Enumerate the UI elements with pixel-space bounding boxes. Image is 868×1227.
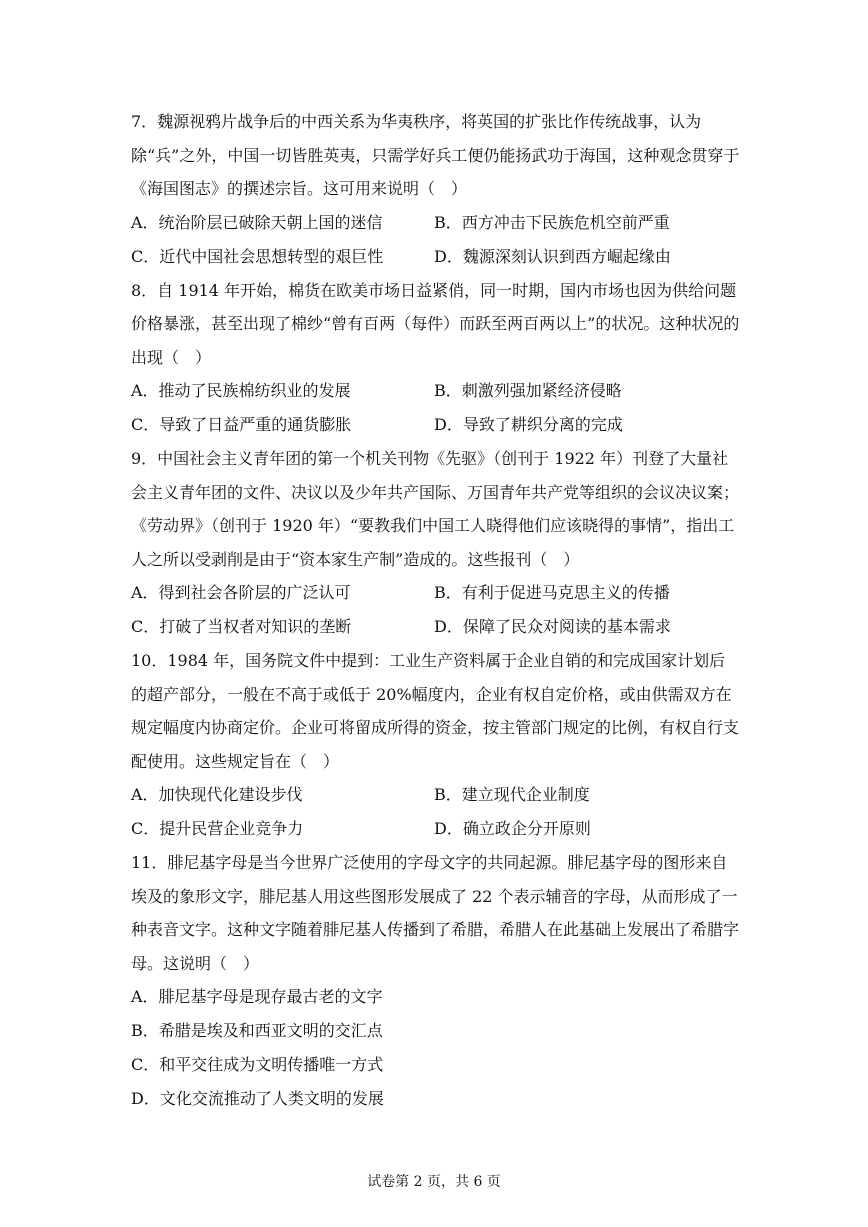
- option-c: C．提升民营企业竞争力: [131, 819, 304, 838]
- question-stem: [131, 846, 741, 980]
- question-stem: [131, 442, 741, 576]
- option-b: B．西方冲击下民族危机空前严重: [434, 212, 670, 232]
- question-7-stem: 7．魏源视鸦片战争后的中西关系为华夷秩序，将英国的扩张比作传统战事，认为除“兵”之外，中国一切皆胜英夷，只需学好兵工便仍能扬武功于海国，这种观念贯穿于《海国图志》的撰述宗旨。这可用来说明（ ）: [131, 112, 740, 198]
- question-stem: [131, 274, 741, 375]
- option-c: C．导致了日益严重的通货膨胀: [131, 415, 352, 434]
- option-a: A．加快现代化建设步伐: [131, 785, 303, 804]
- question-8-stem: 8．自 1914 年开始，棉货在欧美市场日益紧俏，同一时期，国内市场也因为供给问题价格暴涨，甚至出现了棉纱“曾有百两（每件）而跃至两百两以上”的状况。这种状况的出现（ ）: [131, 280, 740, 367]
- option-d: D．保障了民众对阅读的基本需求: [434, 617, 671, 636]
- option-a: A．腓尼基字母是现存最古老的文字: [131, 987, 383, 1006]
- question-stem: [131, 105, 741, 206]
- page-footer: 试卷第 2 页，共 6 页: [367, 1174, 501, 1190]
- question-9: [131, 442, 741, 644]
- option-d: D．文化交流推动了人类文明的发展: [131, 1089, 384, 1108]
- option-d: D．魏源深刻认识到西方崛起缘由: [434, 246, 671, 266]
- option-a: A．推动了民族棉纺织业的发展: [131, 381, 351, 400]
- question-stem: [131, 644, 741, 778]
- question-8: [131, 274, 741, 443]
- option-b: B．刺激列强加紧经济侵略: [434, 381, 622, 400]
- question-10-stem: 10．1984 年，国务院文件中提到：工业生产资料属于企业自销的和完成国家计划后的超产部分，一般在不高于或低于 20%幅度内，企业有权自定价格，或由供需双方在规定幅度内协商定价。企业可将留成所得的资金，按主管部门规定的比例，有权自行支配使用。这些规定旨在（ ）: [131, 651, 740, 771]
- question-11-options: [131, 980, 741, 1116]
- option-c: C．和平交往成为文明传播唯一方式: [131, 1055, 384, 1074]
- question-9-options: [131, 576, 741, 644]
- question-10-options: [131, 778, 741, 846]
- question-list: [131, 105, 741, 1116]
- option-d: D．确立政企分开原则: [434, 819, 591, 838]
- question-10: [131, 644, 741, 846]
- option-b: B．有利于促进马克思主义的传播: [434, 583, 670, 602]
- option-c: C．打破了当权者对知识的垄断: [131, 617, 352, 636]
- question-11: [131, 846, 741, 1116]
- option-d: D．导致了耕织分离的完成: [434, 415, 623, 434]
- question-8-options: [131, 374, 741, 442]
- question-7-options: [131, 206, 741, 274]
- question-11-stem: 11．腓尼基字母是当今世界广泛使用的字母文字的共同起源。腓尼基字母的图形来自埃及的象形文字，腓尼基人用这些图形发展成了 22 个表示辅音的字母，从而形成了一种表音文字。这种文字随着腓尼基人传播到了希腊，希腊人在此基础上发展出了希腊字母。这说明（ ）: [131, 853, 740, 973]
- option-a: A．统治阶层已破除天朝上国的迷信: [131, 212, 383, 232]
- option-b: B．希腊是埃及和西亚文明的交汇点: [131, 1021, 383, 1040]
- option-a: A．得到社会各阶层的广泛认可: [131, 583, 351, 602]
- question-7: [131, 105, 741, 274]
- question-9-stem: 9．中国社会主义青年团的第一个机关刊物《先驱》（创刊于 1922 年）刊登了大量社会主义青年团的文件、决议以及少年共产国际、万国青年共产党等组织的会议决议案；《劳动界》（创刊于 1920 年）“要教我们中国工人晓得他们应该晓得的事情”，指出工人之所以受剥削是由于“资本家生产制”造成的。这些报刊（ ）: [131, 449, 740, 569]
- option-c: C．近代中国社会思想转型的艰巨性: [131, 246, 384, 266]
- option-b: B．建立现代企业制度: [434, 785, 590, 804]
